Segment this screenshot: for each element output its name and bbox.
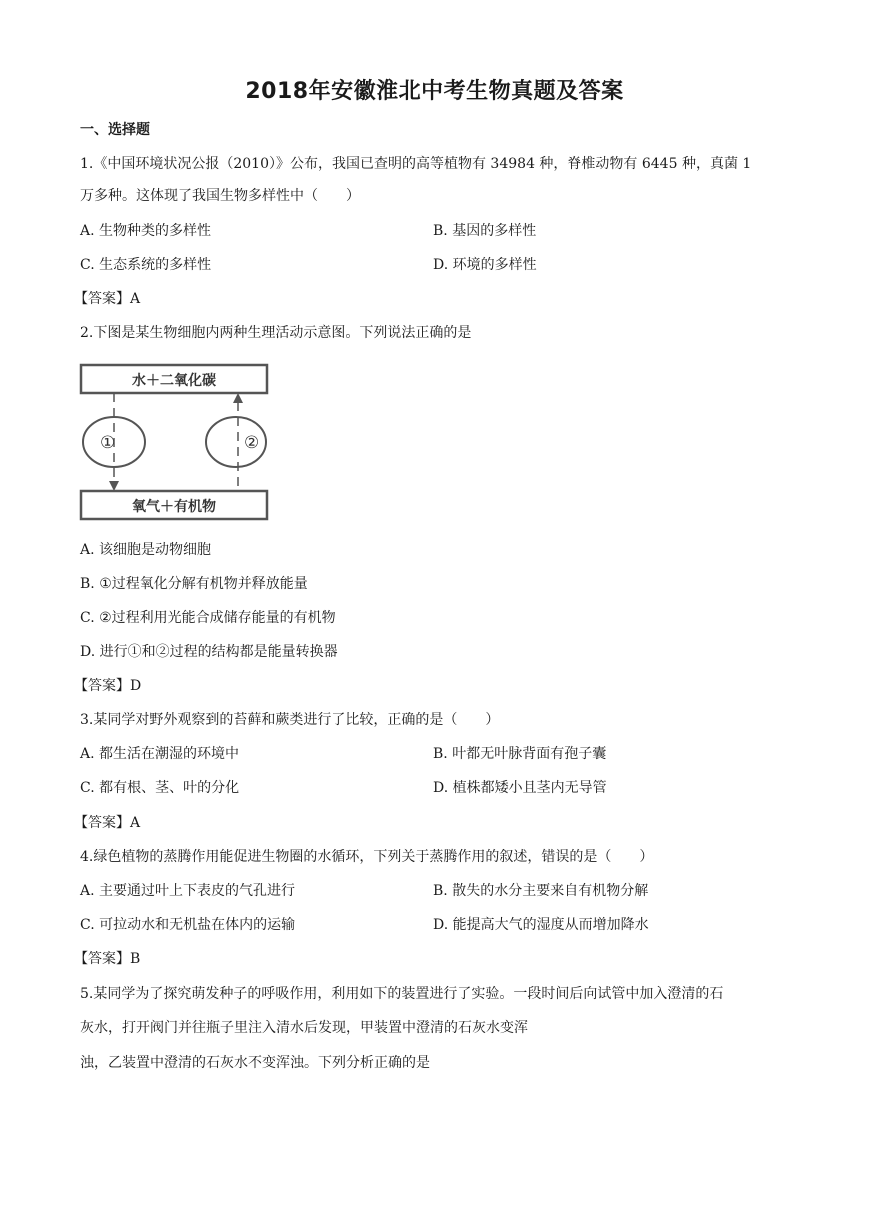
question-1-option-c: C. 生态系统的多样性 (80, 257, 212, 273)
question-4-option-c: C. 可拉动水和无机盐在体内的运输 (80, 917, 296, 933)
process-2-label: ② (244, 433, 260, 453)
question-1-answer: 【答案】A (74, 291, 141, 307)
question-1-option-b: B. 基因的多样性 (433, 223, 537, 239)
question-3-option-c: C. 都有根、茎、叶的分化 (80, 780, 240, 796)
question-4-option-a: A. 主要通过叶上下表皮的气孔进行 (80, 883, 296, 899)
question-1-option-a: A. 生物种类的多样性 (80, 223, 212, 239)
question-3-option-d: D. 植株都矮小且茎内无导管 (433, 780, 607, 796)
left-arrowhead (109, 481, 119, 491)
question-2-option-d: D. 进行①和②过程的结构都是能量转换器 (80, 644, 338, 660)
question-2-answer: 【答案】D (74, 678, 142, 694)
question-4-option-b: B. 散失的水分主要来自有机物分解 (433, 883, 649, 899)
question-2-option-a: A. 该细胞是动物细胞 (80, 542, 212, 558)
question-3-option-a: A. 都生活在潮湿的环境中 (80, 746, 240, 762)
question-2-option-b: B. ①过程氧化分解有机物并释放能量 (80, 576, 308, 592)
question-4-answer: 【答案】B (74, 951, 141, 967)
question-1-stem-cont: 万多种。这体现了我国生物多样性中（ ） (80, 188, 360, 204)
question-4-stem: 4.绿色植物的蒸腾作用能促进生物圈的水循环，下列关于蒸腾作用的叙述，错误的是（ ） (80, 849, 654, 865)
question-2-stem: 2.下图是某生物细胞内两种生理活动示意图。下列说法正确的是 (80, 325, 472, 341)
question-4-option-d: D. 能提高大气的湿度从而增加降水 (433, 917, 649, 933)
question-1-stem: 1.《中国环境状况公报（2010）》公布，我国已查明的高等植物有 34984 种，脊椎动物有 6445 种，真菌 1 (80, 156, 752, 172)
question-3-answer: 【答案】A (74, 815, 141, 831)
top-box-label: 水＋二氧化碳 (132, 373, 216, 389)
cell-process-diagram (78, 362, 274, 522)
question-2-option-c: C. ②过程利用光能合成储存能量的有机物 (80, 610, 336, 626)
question-5-stem-cont-2: 浊，乙装置中澄清的石灰水不变浑浊。下列分析正确的是 (80, 1055, 430, 1071)
question-3-stem: 3.某同学对野外观察到的苔藓和蕨类进行了比较，正确的是（ ） (80, 712, 500, 728)
right-arrowhead (233, 393, 243, 403)
question-1-option-d: D. 环境的多样性 (433, 257, 537, 273)
question-5-stem: 5.某同学为了探究萌发种子的呼吸作用，利用如下的装置进行了实验。一段时间后向试管中加入澄清的石 (80, 986, 724, 1002)
question-5-stem-cont: 灰水，打开阀门并往瓶子里注入清水后发现，甲装置中澄清的石灰水变浑 (80, 1020, 528, 1036)
page-title: 2018年安徽淮北中考生物真题及答案 (245, 79, 624, 104)
question-3-option-b: B. 叶都无叶脉背面有孢子囊 (433, 746, 607, 762)
bottom-box-label: 氧气＋有机物 (132, 499, 216, 515)
process-1-label: ① (100, 433, 116, 453)
section-heading: 一、选择题 (80, 122, 150, 138)
